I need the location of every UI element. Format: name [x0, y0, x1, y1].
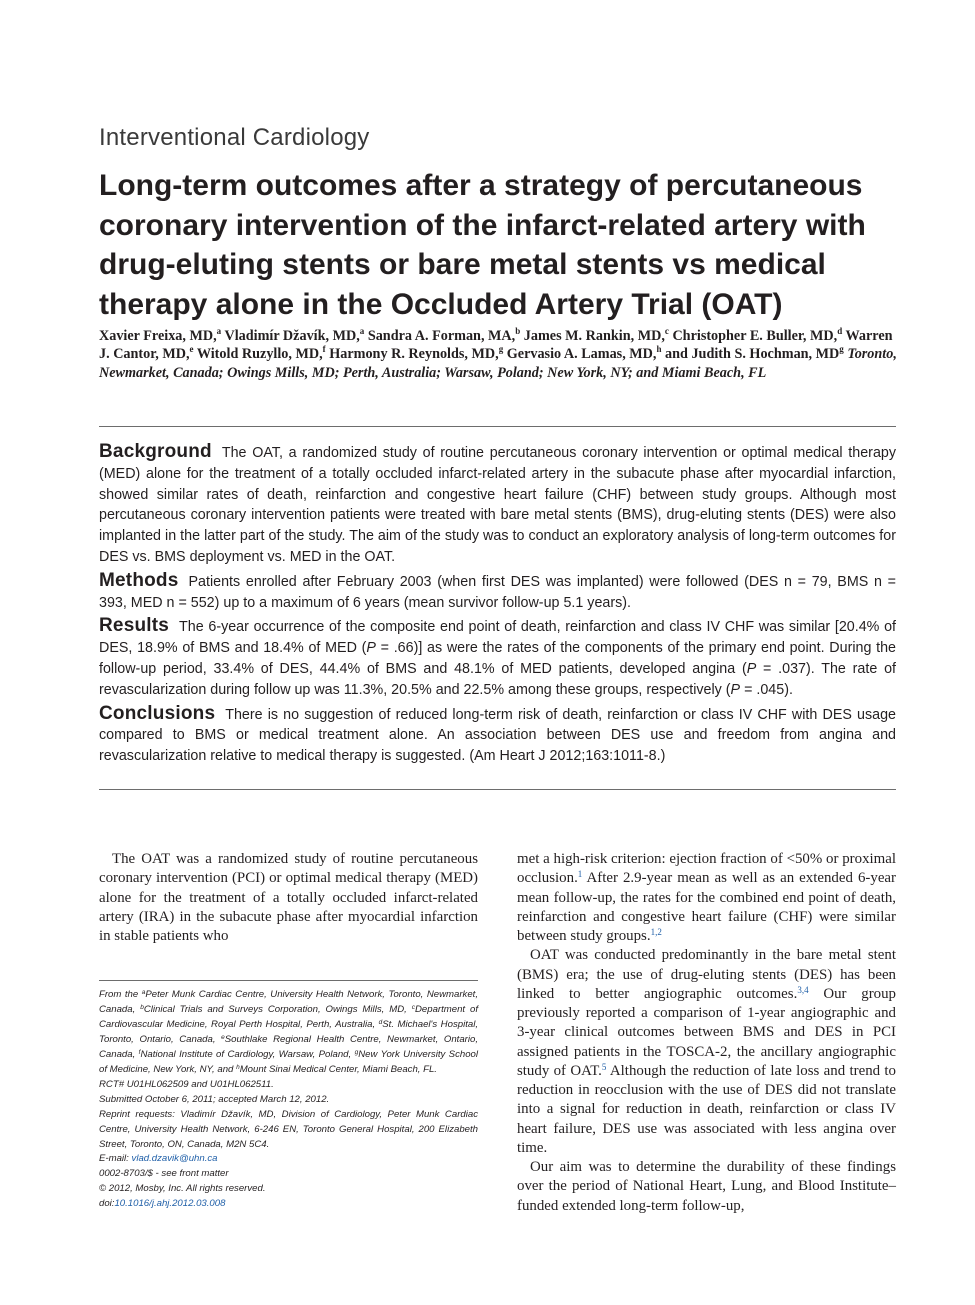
email-link[interactable]: vlad.dzavik@uhn.ca [131, 1153, 218, 1165]
reference-link[interactable]: 1 [577, 869, 583, 880]
author: Gervasio A. Lamas, MD, [506, 346, 657, 363]
submission-dates: Submitted October 6, 2011; accepted March 12, 2012. [99, 1093, 330, 1105]
author: and Judith S. Hochman, MD [665, 346, 840, 363]
abstract-text: = .037). The rate of revascularization during follow up was 11.3%, 20.5% and 22.5% among these groups, respectively ( [99, 660, 896, 698]
author: James M. Rankin, MD, [523, 328, 665, 344]
footnotes [99, 988, 478, 1212]
abstract-text: The OAT, a randomized study of routine percutaneous coronary intervention or optimal medical therapy (MED) alone for the treatment of a totally occluded infarct-related artery in the subacute phase after myocardial infarction, showed similar rates of death, reinfarction and congestive heart failure (CHF) between study groups. Although most percutaneous coronary intervention patients were treated with bare metal stents (BMS), drug-eluting stents (DES) were also implanted in the latter part of the study. The aim of the study was to conduct an exploratory analysis of long-term outcomes for DES vs. BMS deployment vs. MED in the OAT. [99, 445, 896, 565]
article-title: Long-term outcomes after a strategy of percutaneous coronary intervention of the infarct-related artery with drug-eluting stents or bare metal stents vs medical therapy alone in the Occluded Artery Trial (OAT) [99, 169, 866, 321]
trial-registration: RCT# U01HL062509 and U01HL062511. [99, 1078, 274, 1090]
abstract-heading: Methods [99, 569, 179, 591]
doi-link[interactable]: 10.1016/j.ahj.2012.03.008 [114, 1198, 226, 1210]
p-value-symbol: P [730, 681, 741, 698]
issn-line: 0002-8703/$ - see front matter [99, 1168, 229, 1180]
p-value-symbol: P [746, 660, 757, 677]
body-paragraph: met a high-risk criterion: ejection fraction of <50% or proximal occlusion.$^1$ After 2.9-year mean as well as an extended 6-year mean follow-up, the rates for the combined end point of death, reinfarction and congestive heart failure (CHF) were similar between study groups.$^{1,2}$ [517, 851, 896, 944]
footnote-rule [99, 980, 478, 981]
abstract-methods [99, 571, 896, 614]
affiliations: From the $^a$Peter Munk Cardiac Centre, University Health Network, Toronto, Newmarket, Canada, $^b$Clinical Trials and Surveys Corporation, Owings Mills, MD, $^c$Department of Cardiovascular Medicine, Royal Perth Hospital, Perth, Australia, $^d$St. Michael's Hospital, Toronto, Ontario, Canada, $^e$Southlake Regional Health Centre, Newmarket, Ontario, Canada, $^f$National Institute of Cardiology, Warsaw, Poland, $^g$New York University School of Medicine, New York, NY, and $^h$Mount Sinai Medical Center, Miami Beach, FL. [99, 989, 479, 1075]
abstract-text: There is no suggestion of reduced long-term risk of death, reinfarction or class IV CHF with DES usage compared to BMS or medical treatment alone. An association between DES use and freedom from angina and revascularization relative to medical therapy is suggested. (Am Heart J 2012;163:1011-8.) [99, 706, 896, 765]
reference-link[interactable]: 1,2 [650, 927, 662, 937]
abstract-conclusions [99, 704, 896, 767]
copyright-line: © 2012, Mosby, Inc. All rights reserved. [99, 1183, 266, 1195]
abstract-top-rule [99, 426, 896, 427]
abstract-text: Patients enrolled after February 2003 (when first DES was implanted) were followed (DES n = 79, BMS n = 393, MED n = 552) up to a maximum of 6 years (mean survivor follow-up 5.1 years). [99, 573, 896, 611]
abstract-background [99, 442, 896, 568]
author: Christopher E. Buller, MD, [672, 328, 838, 344]
body-column-left [99, 850, 478, 946]
reference-link[interactable]: 3,4 [797, 984, 809, 995]
author-locations: Toronto, Newmarket, Canada; Owings Mills, MD; Perth, Australia; Warsaw, Poland; New York, NY; and Miami Beach, FL [99, 346, 897, 381]
abstract-heading: Conclusions [99, 702, 216, 724]
abstract-heading: Background [99, 441, 212, 462]
affiliation-marker: c [664, 326, 669, 336]
abstract-text: = .66)] as were the rates of the components of the primary end point. During the follow-up period, 33.4% of DES, 44.4% of BMS and 48.1% of MED patients, developed angina ( [99, 640, 897, 677]
p-value-symbol: P [366, 640, 376, 657]
abstract-text: = .045). [740, 681, 793, 698]
affiliation-marker: h [656, 344, 662, 355]
author-list [99, 327, 899, 382]
email-line: E-mail: vlad.dzavik@uhn.ca [99, 1153, 218, 1165]
abstract-text: The 6-year occurrence of the composite end point of death, reinfarction and class IV CHF was similar [20.4% of DES, 18.9% of BMS and 18.4% of MED ( [99, 619, 896, 657]
section-label: Interventional Cardiology [99, 124, 370, 151]
body-paragraph: Our aim was to determine the durability of these findings over the period of National Heart, Lung, and Blood Institute–funded extended long-term follow-up, [517, 1159, 896, 1214]
affiliation-marker: a [216, 326, 222, 336]
affiliation-marker: g [839, 344, 844, 355]
affiliation-marker: d [837, 326, 843, 336]
body-column-right [517, 850, 896, 1216]
author: Harmony R. Reynolds, MD, [329, 346, 499, 363]
author: Xavier Freixa, MD, [99, 328, 217, 344]
abstract-bottom-rule [99, 789, 896, 790]
abstract-results [99, 616, 896, 700]
reprint-requests: Reprint requests: Vladimír Džavík, MD, Division of Cardiology, Peter Munk Cardiac Centre, University Health Network, 6-246 EN, Toronto General Hospital, 200 Elizabeth Street, Toronto, ON, Canada, M2N 5C4. [99, 1108, 478, 1150]
affiliation-marker: g [498, 344, 504, 355]
author: Sandra A. Forman, MA, [367, 328, 516, 344]
doi-line: doi:10.1016/j.ahj.2012.03.008 [99, 1198, 226, 1210]
body-paragraph: The OAT was a randomized study of routine percutaneous coronary intervention (PCI) or optimal medical therapy (MED) alone for the treatment of a totally occluded infarct-related artery (IRA) in the subacute phase after myocardial infarction in stable patients who [99, 851, 478, 944]
reference-link[interactable]: 5 [601, 1061, 607, 1072]
affiliation-marker: f [322, 344, 326, 355]
abstract-heading: Results [99, 615, 170, 637]
affiliation-marker: e [189, 344, 194, 355]
author: Witold Ruzyllo, MD, [196, 346, 323, 363]
author: Warren J. Cantor, MD, [99, 328, 893, 363]
author: Vladimír Džavík, MD, [224, 328, 360, 344]
body-paragraph: OAT was conducted predominantly in the bare metal stent (BMS) era; the use of drug-eluting stents (DES) has been linked to better angiographic outcomes.$^{3,4}$ Our group previously reported a comparison of 1-year angiographic and 3-year clinical outcomes between BMS and DES in PCI assigned patients in the TOSCA-2, the ancillary angiographic study of OAT.$^5$ Although the reduction of late loss and trend to reduction in reocclusion with the use of DES did not translate into a signal for reduction in death, reinfarction or class IV heart failure, DES use was associated with less angina over time. [517, 947, 896, 1156]
affiliation-marker: a [359, 326, 365, 336]
affiliation-marker: b [515, 326, 521, 336]
abstract [99, 442, 896, 770]
